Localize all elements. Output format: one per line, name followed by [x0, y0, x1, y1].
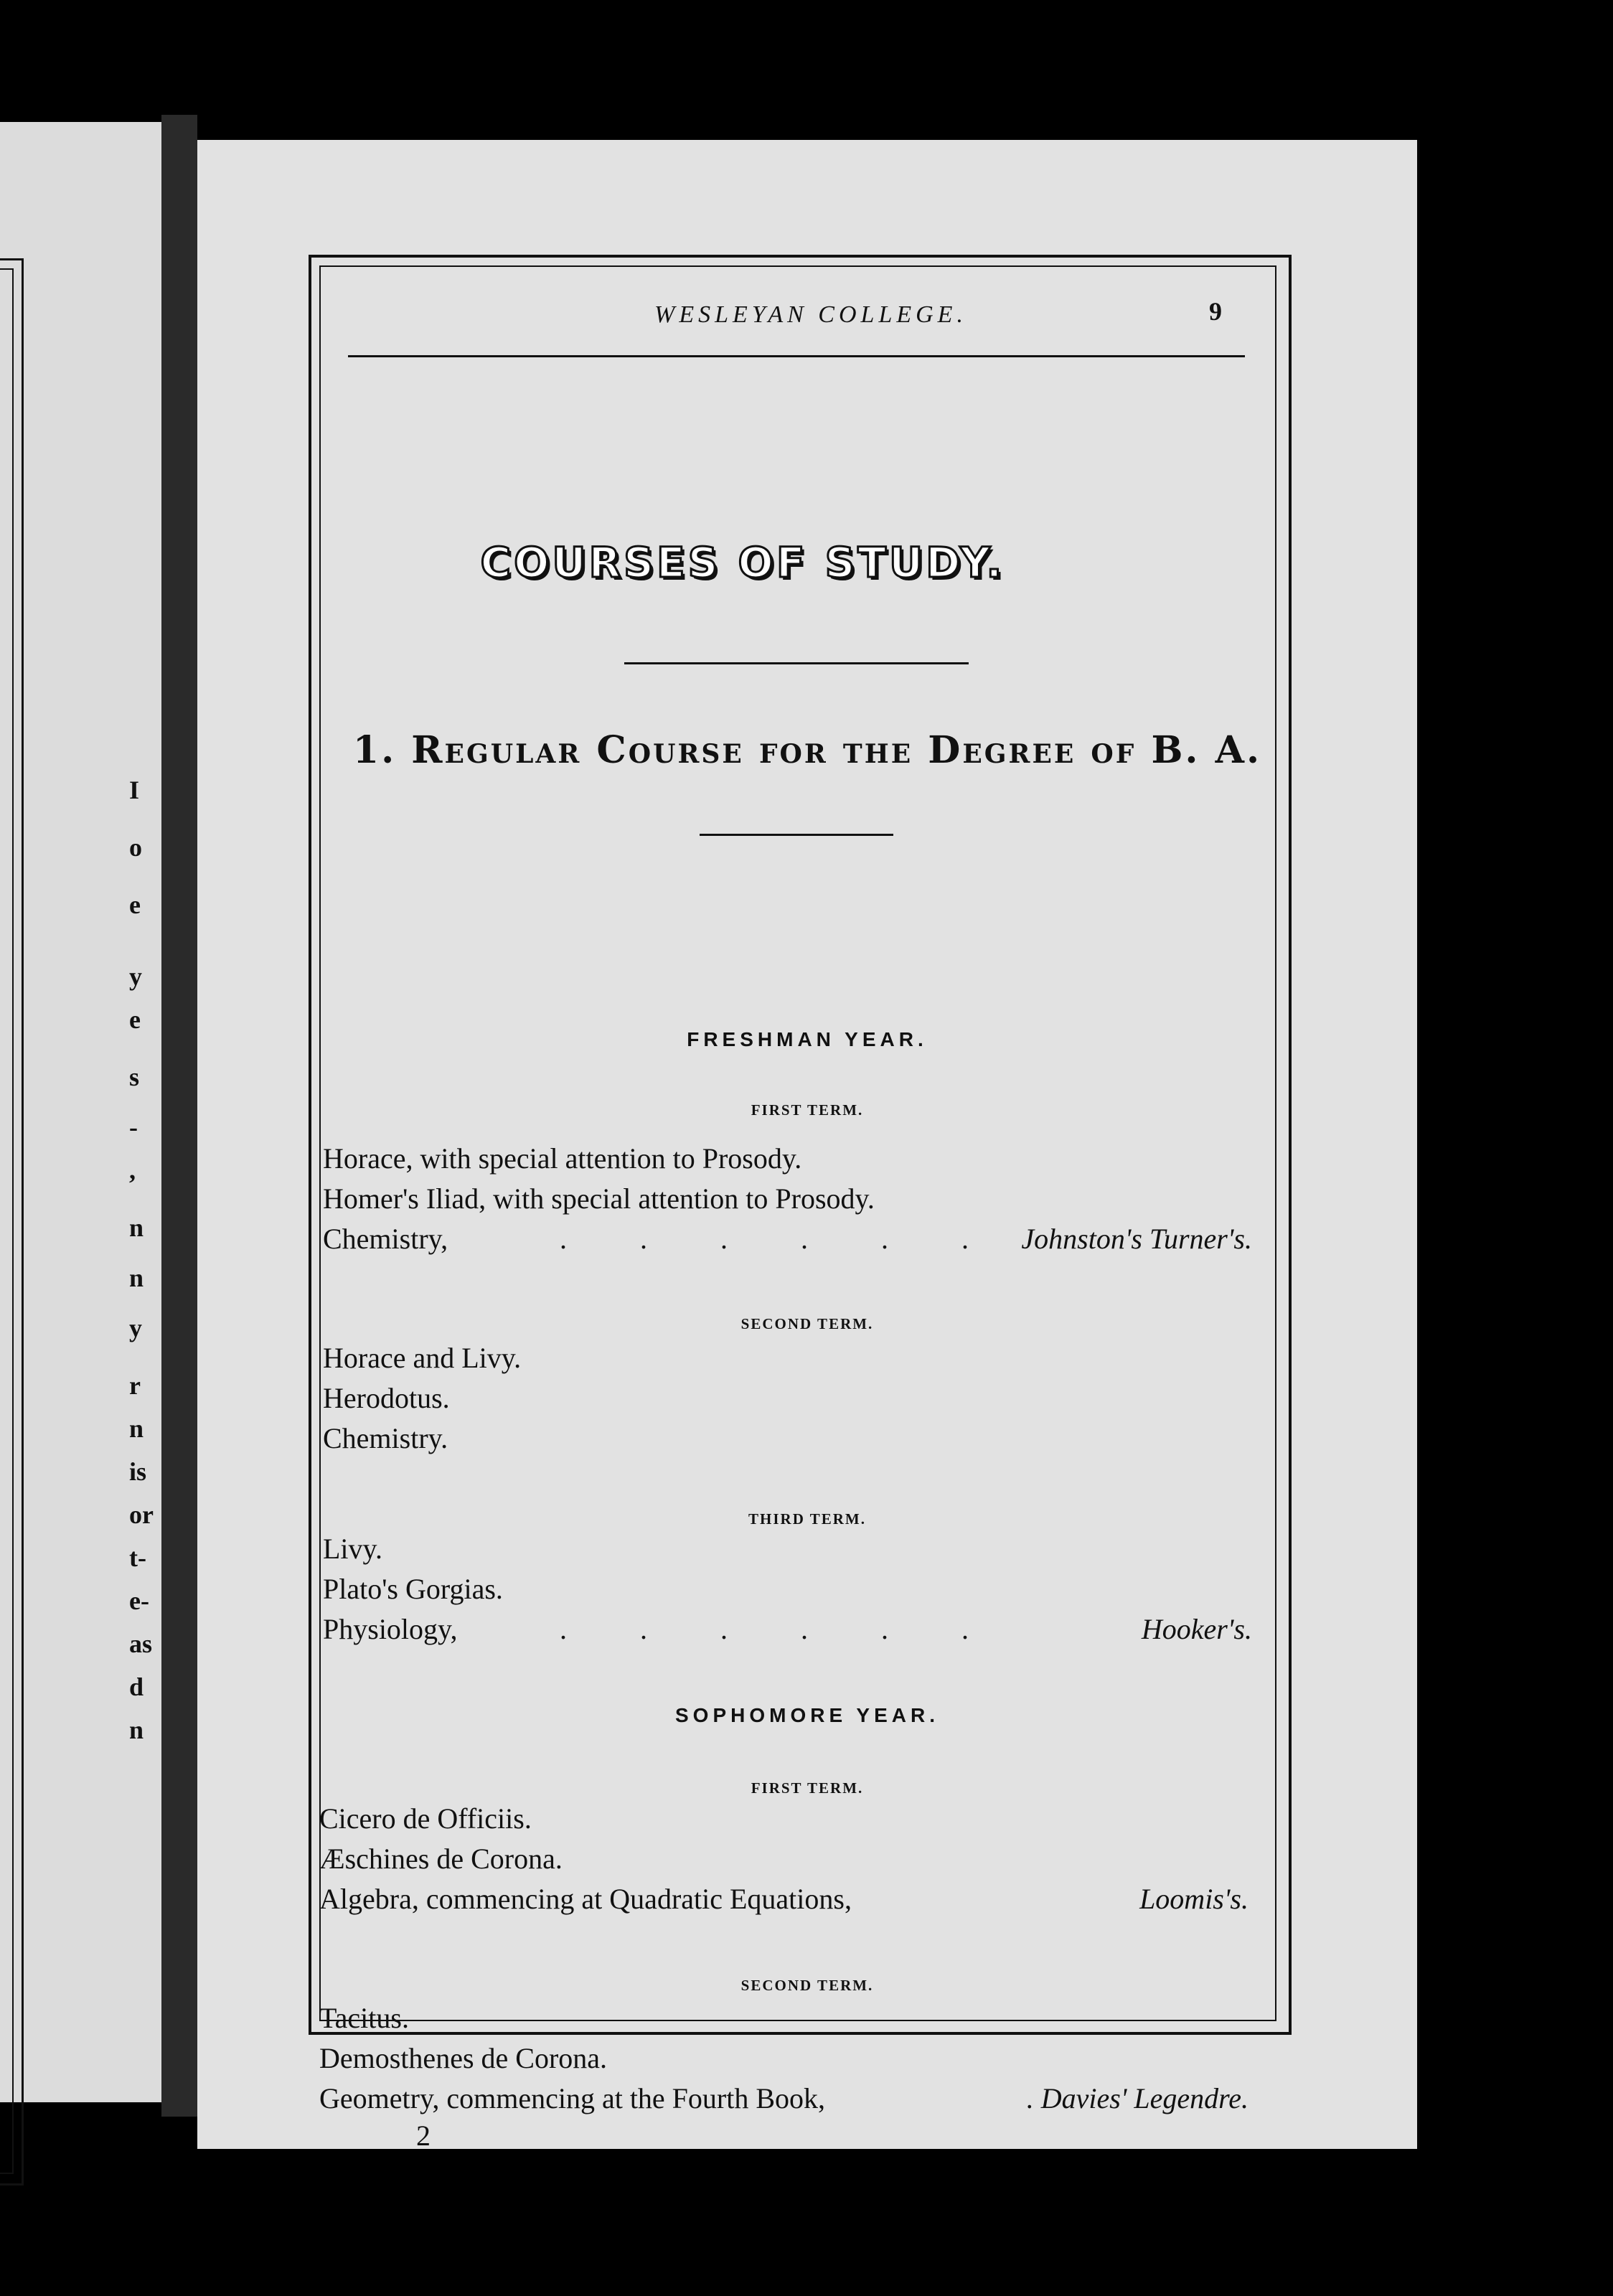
- previous-page-fragment: n: [129, 1213, 144, 1242]
- freshman-second-term-heading: SECOND TERM.: [740, 1315, 874, 1332]
- course-line: Æschines de Corona.: [319, 1843, 563, 1875]
- freshman-first-term-heading: FIRST TERM.: [751, 1101, 864, 1119]
- previous-page-fragment: n: [129, 1264, 144, 1292]
- main-title: COURSES OF STUDY.: [480, 538, 1005, 587]
- previous-page-fragment: e: [129, 1005, 141, 1034]
- leader-dots: . . . . . .: [560, 1613, 1002, 1645]
- previous-page-frame-inner: [0, 268, 14, 2174]
- course-line: Chemistry.: [323, 1422, 448, 1454]
- previous-page-fragment: ,: [129, 1156, 136, 1185]
- freshman-third-term-heading: THIRD TERM.: [748, 1510, 866, 1528]
- header-rule: [348, 355, 1245, 357]
- textbook: . Davies' Legendre.: [1026, 2082, 1248, 2114]
- previous-page-fragment: n: [129, 1414, 144, 1443]
- previous-page-fragment: as: [129, 1629, 153, 1658]
- course-line: Homer's Iliad, with special attention to Prosody.: [323, 1182, 875, 1215]
- course-line: Demosthenes de Corona.: [319, 2042, 608, 2074]
- title-rule: [624, 662, 969, 664]
- course-line: Horace, with special attention to Prosody.: [323, 1142, 802, 1175]
- previous-page-fragment: n: [129, 1716, 144, 1744]
- previous-page-fragment: e: [129, 890, 141, 919]
- previous-page-fragment: d: [129, 1672, 144, 1701]
- sophomore-first-term-heading: FIRST TERM.: [751, 1779, 864, 1797]
- sophomore-year-heading: SOPHOMORE YEAR.: [675, 1704, 939, 1726]
- textbook: Loomis's.: [1139, 1883, 1248, 1915]
- course-line: Herodotus.: [323, 1382, 450, 1414]
- previous-page-fragment: y: [129, 1314, 142, 1342]
- course-line: Cicero de Officiis.: [319, 1802, 532, 1835]
- previous-page-fragment: r: [129, 1371, 141, 1400]
- signature-mark: 2: [416, 2119, 431, 2152]
- previous-page-edge: [0, 122, 161, 2102]
- previous-page-fragment: e-: [129, 1586, 149, 1615]
- previous-page-fragment: I: [129, 776, 140, 804]
- course-line: Algebra, commencing at Quadratic Equations, Loomis's.: [319, 1879, 1248, 1919]
- course-line: Tacitus.: [319, 2002, 409, 2034]
- book-page: [197, 140, 1417, 2152]
- course-line: Chemistry, . . . . . . Johnston's Turner's.: [323, 1219, 1252, 1259]
- previous-page-fragment: o: [129, 833, 142, 862]
- previous-page-fragment: or: [129, 1500, 154, 1529]
- textbook: Hooker's.: [1141, 1613, 1252, 1645]
- textbook: Johnston's Turner's.: [1021, 1223, 1252, 1255]
- previous-page-fragment: -: [129, 1113, 138, 1142]
- previous-page-fragment: is: [129, 1457, 147, 1486]
- page-number: 9: [1209, 297, 1222, 326]
- book-gutter: [161, 115, 197, 2117]
- running-head: WESLEYAN COLLEGE.: [654, 301, 967, 328]
- course-line: Physiology, . . . . . . Hooker's.: [323, 1609, 1252, 1650]
- course-heading: 1. Regular Course for the Degree of B. A.: [352, 728, 1262, 772]
- course-line: Geometry, commencing at the Fourth Book, . Davies' Legendre.: [319, 2079, 1248, 2119]
- previous-page-fragment: s: [129, 1063, 140, 1091]
- previous-page-fragment: t-: [129, 1543, 146, 1572]
- course-line: Plato's Gorgias.: [323, 1573, 503, 1605]
- course-rule: [700, 834, 893, 836]
- course-line: Horace and Livy.: [323, 1342, 522, 1374]
- sophomore-second-term-heading: SECOND TERM.: [740, 1977, 874, 1994]
- course-line: Livy.: [323, 1533, 382, 1565]
- previous-page-fragment: y: [129, 962, 142, 991]
- freshman-year-heading: FRESHMAN YEAR.: [687, 1028, 928, 1050]
- leader-dots: . . . . . .: [560, 1223, 1002, 1255]
